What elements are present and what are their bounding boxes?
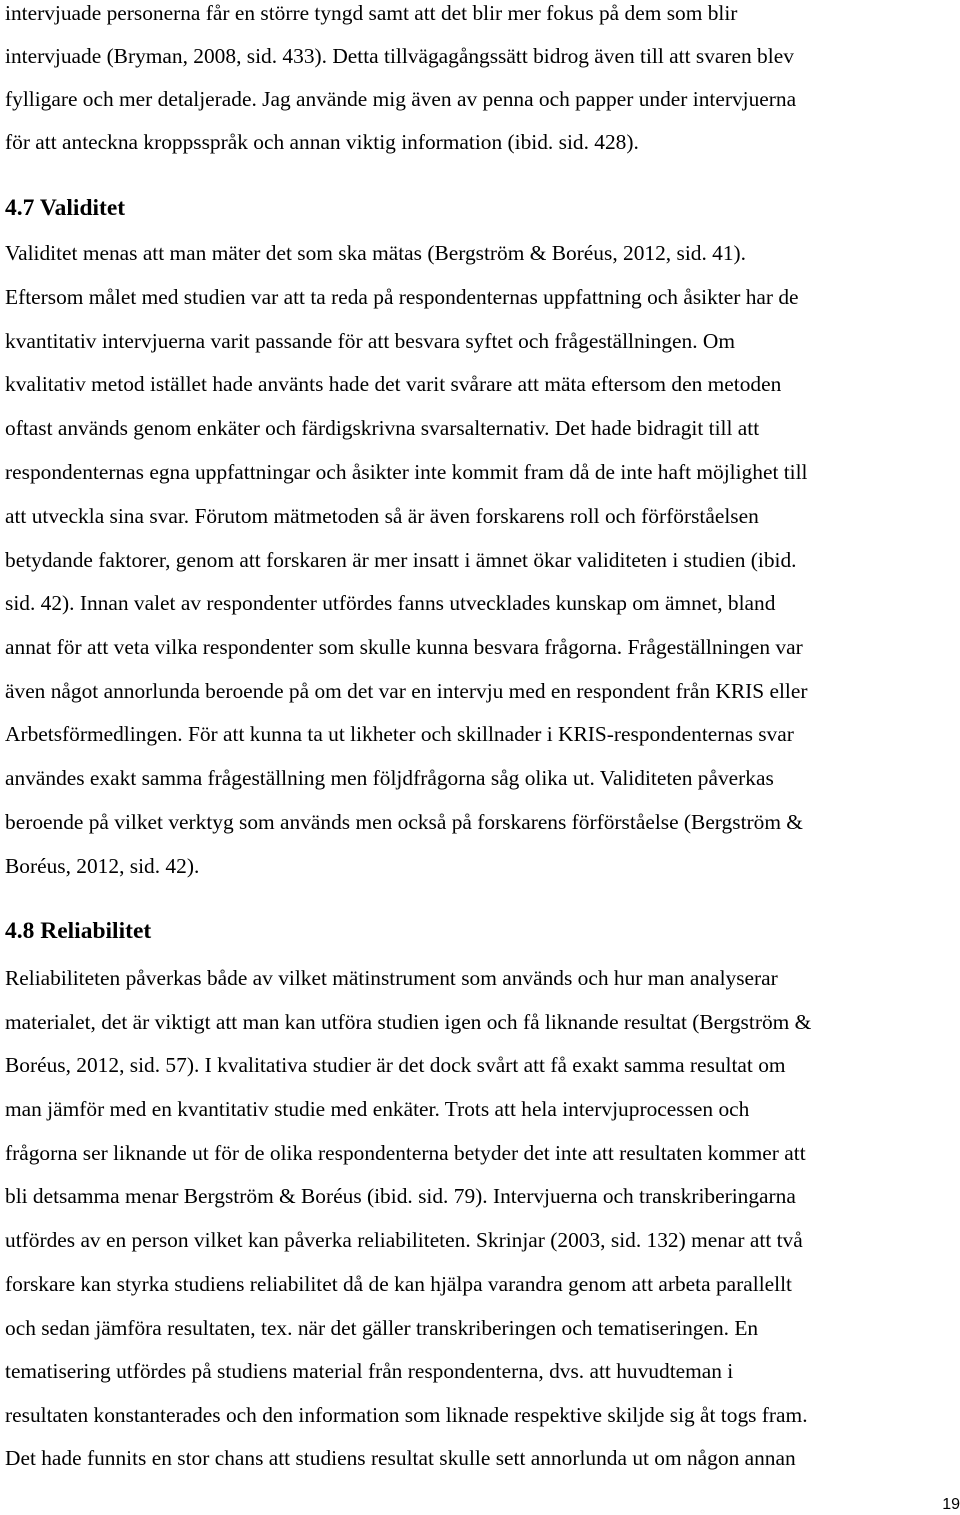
reliabilitet-line: materialet, det är viktigt att man kan utföra studien igen och få liknande resultat (Bergström & <box>5 1010 812 1034</box>
validitet-line: Eftersom målet med studien var att ta reda på respondenternas uppfattning och åsikter har de <box>5 285 799 309</box>
validitet-line: oftast används genom enkäter och färdigskrivna svarsalternativ. Det hade bidragit till att <box>5 416 760 440</box>
reliabilitet-line: resultaten konstanterades och den information som liknade respektive skiljde sig åt togs fram. <box>5 1403 808 1427</box>
intro-line: fylligare och mer detaljerade. Jag använde mig även av penna och papper under intervjuerna <box>5 87 797 111</box>
validitet-line: betydande faktorer, genom att forskaren är mer insatt i ämnet ökar validiteten i studien (ibid. <box>5 548 797 572</box>
reliabilitet-line: Det hade funnits en stor chans att studiens resultat skulle sett annorlunda ut om någon annan <box>5 1446 796 1470</box>
intro-line: intervjuade (Bryman, 2008, sid. 433). Detta tillvägagångssätt bidrog även till att svaren blev <box>5 44 794 68</box>
reliabilitet-line: och sedan jämföra resultaten, tex. när det gäller transkriberingen och tematiseringen. En <box>5 1316 759 1340</box>
validitet-line: att utveckla sina svar. Förutom mätmetoden så är även forskarens roll och förförståelsen <box>5 504 759 528</box>
validitet-line: Validitet menas att man mäter det som ska mätas (Bergström & Boréus, 2012, sid. 41). <box>5 241 747 265</box>
validitet-line: Arbetsförmedlingen. För att kunna ta ut likheter och skillnader i KRIS-respondenternas svar <box>5 722 794 746</box>
validitet-line: Boréus, 2012, sid. 42). <box>5 854 200 878</box>
validitet-line: även något annorlunda beroende på om det var en intervju med en respondent från KRIS eller <box>5 679 808 703</box>
section-heading-reliabilitet: 4.8 Reliabilitet <box>5 918 152 944</box>
page-number: 19 <box>942 1496 960 1513</box>
validitet-line: kvalitativ metod istället hade använts hade det varit svårare att mäta eftersom den metoden <box>5 372 782 396</box>
reliabilitet-line: bli detsamma menar Bergström & Boréus (ibid. sid. 79). Intervjuerna och transkriberingarna <box>5 1184 796 1208</box>
reliabilitet-line: forskare kan styrka studiens reliabilitet då de kan hjälpa varandra genom att arbeta parallellt <box>5 1272 792 1296</box>
reliabilitet-line: utfördes av en person vilket kan påverka reliabiliteten. Skrinjar (2003, sid. 132) menar att två <box>5 1228 803 1252</box>
reliabilitet-line: Boréus, 2012, sid. 57). I kvalitativa studier är det dock svårt att få exakt samma resultat om <box>5 1053 786 1077</box>
reliabilitet-line: man jämför med en kvantitativ studie med enkäter. Trots att hela intervjuprocessen och <box>5 1097 750 1121</box>
validitet-line: sid. 42). Innan valet av respondenter utfördes fanns utvecklades kunskap om ämnet, bland <box>5 591 776 615</box>
reliabilitet-line: Reliabiliteten påverkas både av vilket mätinstrument som används och hur man analyserar <box>5 966 778 990</box>
validitet-line: annat för att veta vilka respondenter som skulle kunna besvara frågorna. Frågeställningen var <box>5 635 803 659</box>
section-heading-validitet: 4.7 Validitet <box>5 195 126 221</box>
validitet-line: kvantitativ intervjuerna varit passande för att besvara syftet och frågeställningen. Om <box>5 329 735 353</box>
validitet-line: användes exakt samma frågeställning men följdfrågorna såg olika ut. Validiteten påverkas <box>5 766 774 790</box>
intro-line: intervjuade personerna får en större tyngd samt att det blir mer fokus på dem som blir <box>5 1 738 25</box>
reliabilitet-line: frågorna ser liknande ut för de olika respondenterna betyder det inte att resultaten kommer att <box>5 1141 806 1165</box>
reliabilitet-line: tematisering utfördes på studiens material från respondenterna, dvs. att huvudteman i <box>5 1359 734 1383</box>
intro-line: för att anteckna kroppsspråk och annan viktig information (ibid. sid. 428). <box>5 130 639 154</box>
validitet-line: beroende på vilket verktyg som används men också på forskarens förförståelse (Bergström & <box>5 810 803 834</box>
validitet-line: respondenternas egna uppfattningar och åsikter inte kommit fram då de inte haft möjlighet till <box>5 460 808 484</box>
